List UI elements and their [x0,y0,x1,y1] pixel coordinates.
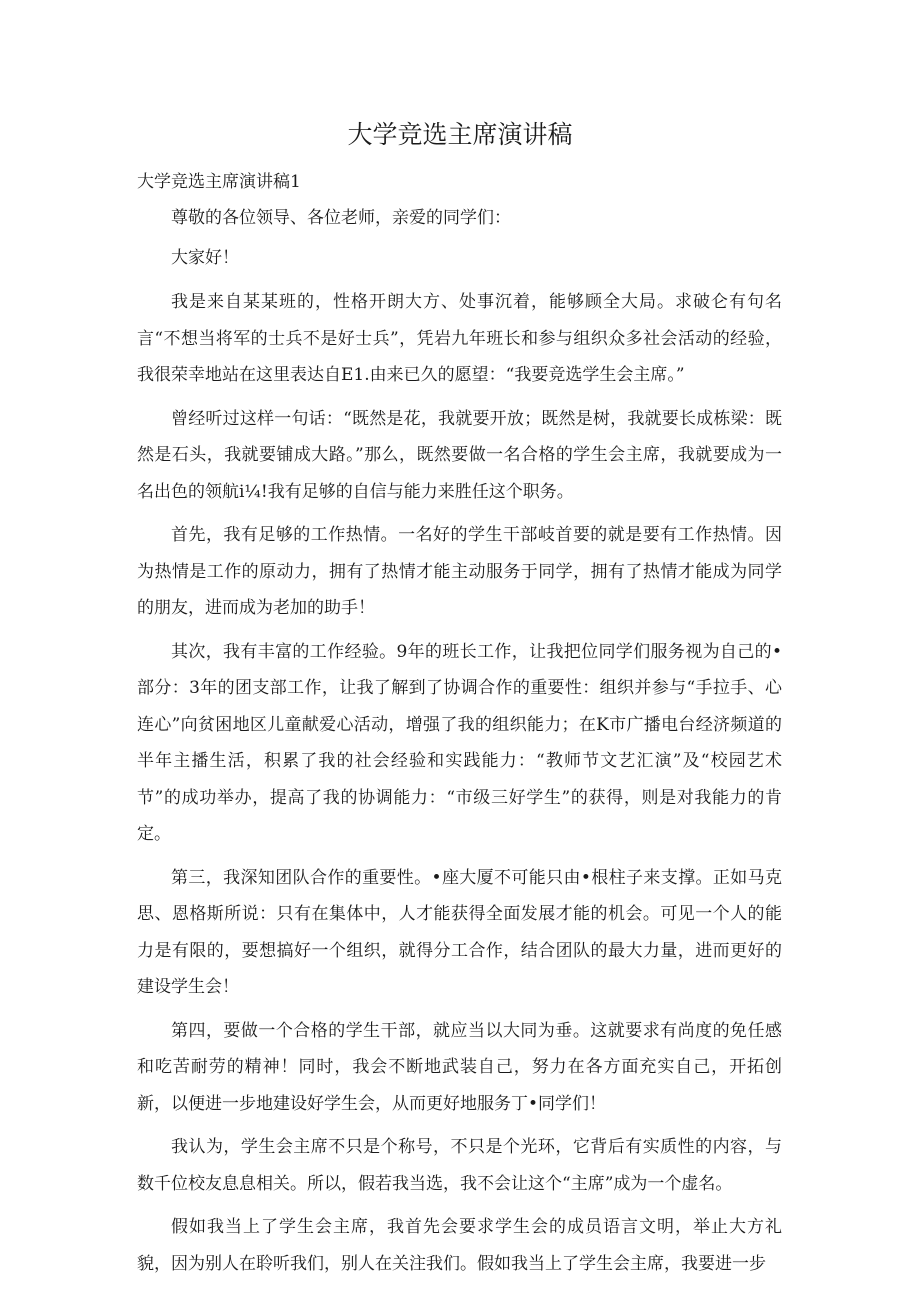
paragraph: 首先，我有足够的工作热情。一名好的学生干部岐首要的就是要有工作热情。因为热情是工作的原动力，拥有了热情才能主动服务于同学，拥有了热情才能成为同学的朋友，进而成为老加的助手！ [137,525,782,618]
paragraph: 我是来自某某班的，性格开朗大方、处事沉着，能够顾全大局。求破仑有句名言“不想当将军的士兵不是好士兵”，凭岩九年班长和参与组织众多社会活动的经验，我很荣幸地站在这里表达自E1.由来已久的愿望：“我要竞选学生会主席。” [137,292,782,385]
section-heading: 大学竞选主席演讲稿1 [137,172,301,192]
paragraph: 曾经听过这样一句话：“既然是花，我就要开放；既然是树，我就要长成栋梁：既然是石头，我就要铺成大路。”那么，既然要做一名合格的学生会主席，我就要成为一名出色的领航i¼!我有足够的自信与能力来胜任这个职务。 [137,408,782,502]
paragraph-greeting: 大家好！ [171,248,239,268]
document-title: 大学竞选主席演讲稿 [347,120,573,149]
paragraph: 假如我当上了学生会主席，我首先会要求学生会的成员语言文明，举止大方礼貌，因为别人在聆听我们，别人在关注我们。假如我当上了学生会主席，我要进一步 [137,1217,782,1274]
paragraph: 第四，要做一个合格的学生干部，就应当以大同为垂。这就要求有尚度的免任感和吃苦耐劳的精神！同时，我会不断地武装自己，努力在各方面充实自己，开拓创新，以便进一步地建设好学生会，从而更好地服务丁•同学们！ [137,1020,782,1114]
paragraph: 第三，我深知团队合作的重要性。•座大厦不可能只由•根柱子来支撑。正如马克思、恩格斯所说：只有在集体中，人才能获得全面发展才能的机会。可见一个人的能力是有限的，要想搞好一个组织，就得分工合作，结合团队的最大力量，进而更好的建设学生会！ [137,867,782,997]
paragraph: 我认为，学生会主席不只是个称号，不只是个光环，它背后有实质性的内容，与数千位校友息息相关。所以，假若我当选，我不会让这个“主席”成为一个虚名。 [137,1137,782,1194]
paragraph: 其次，我有丰富的工作经验。9年的班长工作，让我把位同学们服务视为自己的•部分：3年的团支部工作，让我了解到了协调合作的重要性：组织并参与“手拉手、心连心”向贫困地区儿童献爱心活动，增强了我的组织能力；在K市广播电台经济频道的半年主播生活，积累了我的社会经验和实践能力：“教师节文艺汇演”及“校园艺术节”的成功举办，提高了我的协调能力：“市级三好学生”的获得，则是对我能力的肯定。 [137,641,782,844]
document-body [137,168,782,1289]
paragraph-salutation: 尊敬的各位领导、各位老师，亲爱的同学们： [171,208,511,228]
